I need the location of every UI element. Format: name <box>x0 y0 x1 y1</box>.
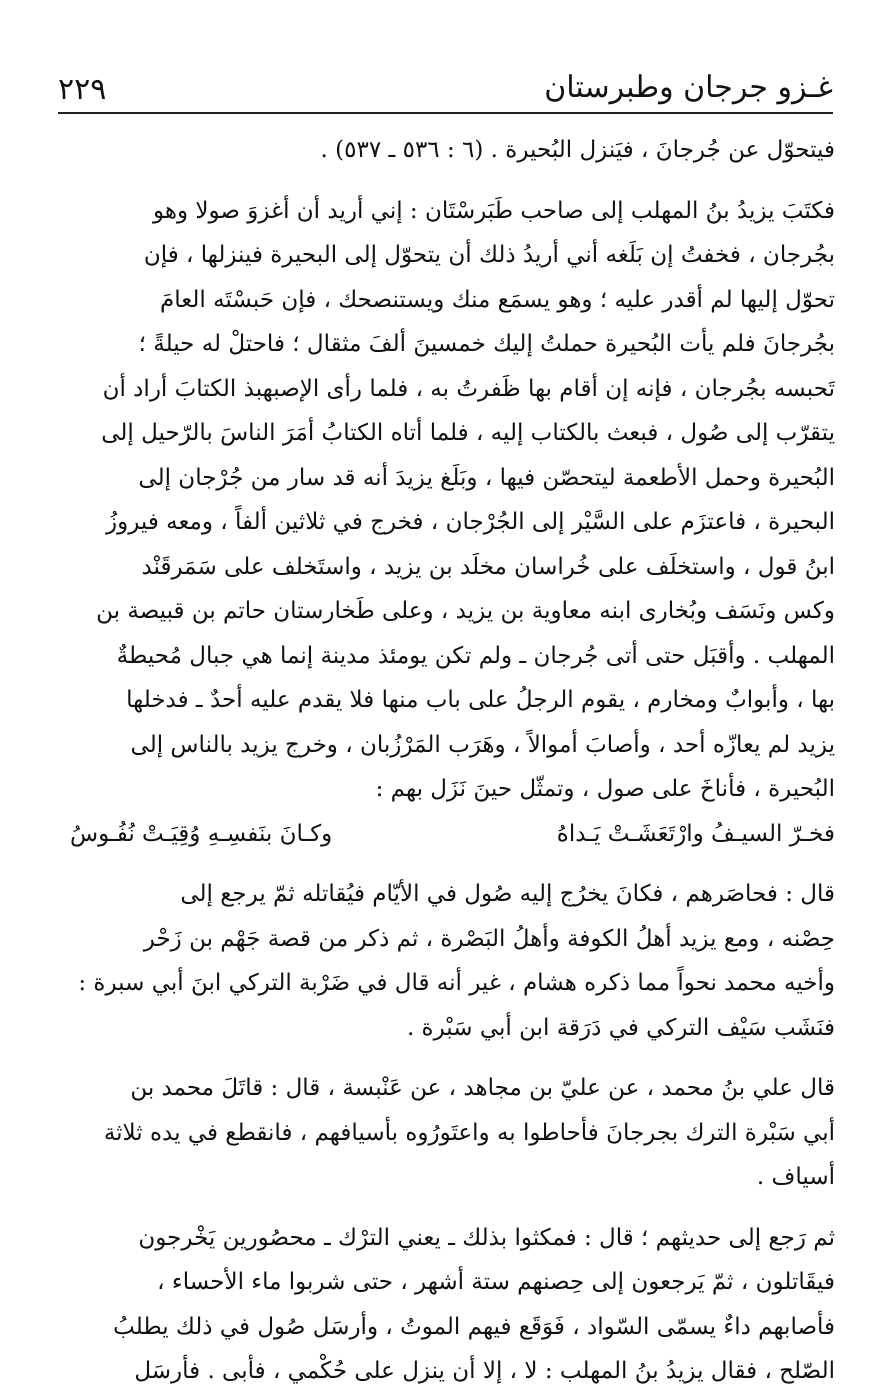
text-line: ثم رَجع إلى حديثهم ؛ قال : فمكثوا بذلك ـ يعني الترْك ـ محصُورين يَخْرجون <box>138 1224 835 1251</box>
text-line: تَحبسه بجُرجان ، فإنه إن أقام بها ظَفرتُ به ، فلما رأى الإصبهبذ الكتابَ أراد أن <box>102 375 835 402</box>
text-line: فأصابهم داءٌ يسمّى السّواد ، فَوَقَع فيهم الموتُ ، وأرسَل صُول في ذلك يطلبُ <box>113 1313 835 1340</box>
paragraph-gap <box>52 1200 835 1216</box>
poetry-verse <box>52 812 835 857</box>
text-line: البُحيرة ، فأناخَ على صول ، وتمثّل حينَ نَزَل بهم : <box>375 776 835 802</box>
text-line: قال : فحاصَرهم ، فكانَ يخرُج إليه صُول في الأيّام فيُقاتله ثمّ يرجع إلى <box>180 881 835 907</box>
text-line: تحوّل إليها لم أقدر عليه ؛ وهو يسمَع منك ويستنصحك ، فإن حَبسْتَه العامَ <box>160 286 835 313</box>
paragraph-gap <box>52 1050 835 1066</box>
page-number: ٢٢٩ <box>58 72 107 107</box>
text-line: وكس ونَسَف وبُخارى ابنه معاوية بن يزيد ، وعلى طَخارستان حاتم بن قبيصة بن <box>96 598 835 624</box>
paragraph-gap <box>52 856 835 872</box>
text-line: ابنُ قول ، واستخلَف على خُراسان مخلَد بن يزيد ، واستَخلف على سَمَرقَنْد <box>141 553 835 580</box>
text-line: وأخيه محمد نحواً مما ذكره هشام ، غير أنه قال في ضَرْبة التركي ابنَ أبي سبرة : <box>78 970 835 996</box>
verse-second-hemistich: وكـانَ بنَفسِـهِ وُقِيَـتْ نُفُـوسُ <box>70 820 333 847</box>
text-line: فنَشَب سَيْف التركي في دَرَقة ابن أبي سَبْرة . <box>406 1014 835 1041</box>
text-line: أبي سَبْرة الترك بجرجانَ فأحاطوا به واعتَورُوه بأسيافهم ، فانقطع في يده ثلاثة <box>103 1119 835 1146</box>
page-body <box>52 128 835 1394</box>
verse-first-hemistich: فخـرّ السيـفُ وارْتَعَشَـتْ يَـداهُ <box>556 820 835 847</box>
text-line: الصّلح ، فقال يزيدُ بنُ المهلب : لا ، إلا أن ينزل على حُكْمي ، فأبى . فأرسَل <box>134 1358 835 1384</box>
text-line: البحيرة ، فاعتزَم على السَّيْر إلى الجُرْجان ، فخرج في ثلاثين ألفاً ، ومعه فيروزُ <box>105 509 835 535</box>
text-line: المهلب . وأقبَل حتى أتى جُرجان ـ ولم تكن يومئذ مدينة إنما هي جبال مُحيطةٌ <box>116 642 835 669</box>
text-line: البُحيرة وحمل الأطعمة ليتحصّن فيها ، وبَلَغ يزيدَ أنه قد سار من جُرْجان إلى <box>138 464 835 491</box>
running-title: غـزو جرجان وطبرستان <box>544 70 833 105</box>
text-line: فيتحوّل عن جُرجانَ ، فيَنزل البُحيرة . (٦ : ٥٣٦ ـ ٥٣٧) . <box>320 137 835 163</box>
text-line: بجُرجان ، فخفتُ إن بَلَغه أني أريدُ ذلك أن يتحوّل إلى البحيرة فينزلها ، فإن <box>143 242 835 268</box>
text-line: يتقرّب إلى صُول ، فبعث بالكتاب إليه ، فلما أتاه الكتابُ أمَرَ الناسَ بالرّحيل إلى <box>101 420 835 446</box>
paragraph-gap <box>52 173 835 189</box>
text-line: فيقَاتلون ، ثمّ يَرجعون إلى حِصنهم ستة أشهر ، حتى شربوا ماء الأحساء ، <box>157 1269 835 1295</box>
text-line: بها ، وأبوابٌ ومخارم ، يقوم الرجلُ على باب منها فلا يقدم عليه أحدٌ ـ فدخلها <box>126 687 835 713</box>
text-line: بجُرجانَ فلم يأت البُحيرة حملتُ إليك خمسينَ ألفَ مثقال ؛ فاحتلْ له حيلةً ؛ <box>138 331 835 357</box>
text-line: يزيد لم يعازّه أحد ، وأصابَ أموالاً ، وهَرَب المَرْزُبان ، وخرج يزيد بالناس إلى <box>130 731 835 758</box>
text-line: حِصْنه ، ومع يزيد أهلُ الكوفة وأهلُ البَصْرة ، ثم ذكر من قصة جَهْم بن زَحْر <box>143 925 835 952</box>
page-header <box>58 68 833 114</box>
text-line: قال علي بنُ محمد ، عن عليّ بن مجاهد ، عن عَنْبسة ، قال : قاتَلَ محمد بن <box>130 1075 835 1101</box>
text-line: أسياف . <box>756 1164 835 1190</box>
text-line: فكتَبَ يزيدُ بنُ المهلب إلى صاحب طَبَرسْتَان : إني أريد أن أغزوَ صولا وهو <box>152 197 835 224</box>
